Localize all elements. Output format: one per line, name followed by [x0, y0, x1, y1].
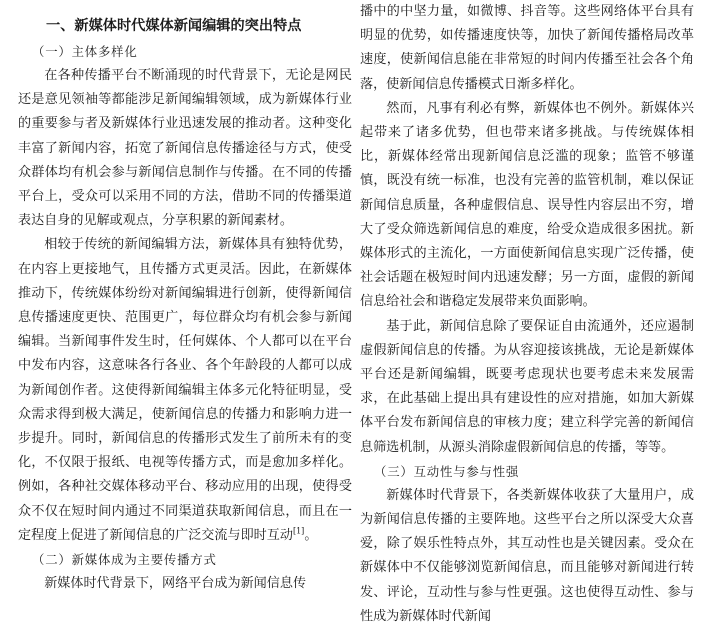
paragraph-3-continued: 播中的中坚力量，如微博、抖音等。这些网络体平台具有明显的优势，如传播速度快等，加快了新闻传播格局改革速度，使新闻信息能在非常短的时间内传播至社会各个角落，使新闻信息传播模式日渐多样化。 [360, 4, 694, 92]
paragraph-4: 然而，凡事有利必有弊，新媒体也不例外。新媒体兴起带来了诸多优势，但也带来诸多挑战。与传统媒体相比，新媒体经常出现新闻信息泛滥的现象；监管不够谨慎，既没有统一标准，也没有完善的监管机制，难以保证新闻信息质量，各种虚假信息、误导性内容层出不穷，增大了受众筛选新闻信息的难度，给受众造成很多困扰。新媒体形式的主流化，一方面使新闻信息实现广泛传播，使社会话题在极短时间内迅速发酵；另一方面，虚假的新闻信息给社会和谐稳定发展带来负面影响。 [360, 100, 694, 310]
paragraph-2 [18, 233, 352, 548]
citation-marker: [1] [292, 526, 305, 536]
left-column [18, 0, 352, 596]
subsection-heading-2: （二）新媒体成为主要传播方式 [32, 552, 217, 568]
section-heading: 一、新媒体时代媒体新闻编辑的突出特点 [46, 18, 302, 34]
paragraph-3-start: 新媒体时代背景下，网络平台成为新闻信息传 [44, 576, 307, 592]
paragraph-5: 基于此，新闻信息除了要保证自由流通外，还应遏制虚假新闻信息的传播。为从容迎接该挑战，无论是新媒体平台还是新闻编辑，既要考虑现状也要考虑未来发展需求，在此基础上提出具有建设性的应对措施，如加大新媒体平台发布新闻信息的审核力度；建立科学完善的新闻信息筛选机制，从源头消除虚假新闻信息的传播，等等。 [360, 318, 694, 455]
paragraph-2-text: 相较于传统的新闻编辑方法，新媒体具有独特优势，在内容上更接地气，且传播方式更灵活。因此，在新媒体推动下，传统媒体纷纷对新闻编辑进行创新，使得新闻信息传播速度更快、范围更广，每位群众均有机会参与新闻编辑。当新闻事件发生时，任何媒体、个人都可以在平台中发布内容，这意味各行各业、各个年龄段的人都可以成为新闻创作者。这使得新闻编辑主体多元化特征明显，受众需求得到极大满足，使新闻信息的传播力和影响力进一步提升。同时，新闻信息的传播形式发生了前所未有的变化，不仅限于报纸、电视等传播方式，而是愈加多样化。例如，各种社交媒体移动平台、移动应用的出现，使得受众不仅在短时间内通过不同渠道获取新闻信息，而且在一定程度上促进了新闻信息的广泛交流与即时互动 [18, 237, 352, 543]
subsection-heading-1: （一）主体多样化 [32, 44, 138, 59]
paragraph-6: 新媒体时代背景下，各类新媒体收获了大量用户，成为新闻信息传播的主要阵地。这些平台之所以深受大众喜爱，除了娱乐性特点外，其互动性也是关键因素。受众在新媒体中不仅能够浏览新闻信息，而且能够对新闻进行转发、评论，互动性与参与性更强。这也使得互动性、参与性成为新媒体时代新闻 [360, 487, 694, 624]
subsection-heading-3: （三）互动性与参与性强 [374, 463, 520, 479]
paragraph-1: 在各种传播平台不断涌现的时代背景下，无论是网民还是意见领袖等都能涉足新闻编辑领域，成为新媒体行业的重要参与者及新媒体行业迅速发展的推动者。这种变化丰富了新闻内容，拓宽了新闻信息传播途径与方式，使受众群体均有机会参与新闻信息制作与传播。在不同的传播平台上，受众可以采用不同的方法，借助不同的传播渠道表达自身的见解或观点，分享积累的新闻素材。 [18, 68, 352, 229]
right-column [360, 0, 694, 629]
paragraph-2-end: 。 [304, 527, 318, 543]
